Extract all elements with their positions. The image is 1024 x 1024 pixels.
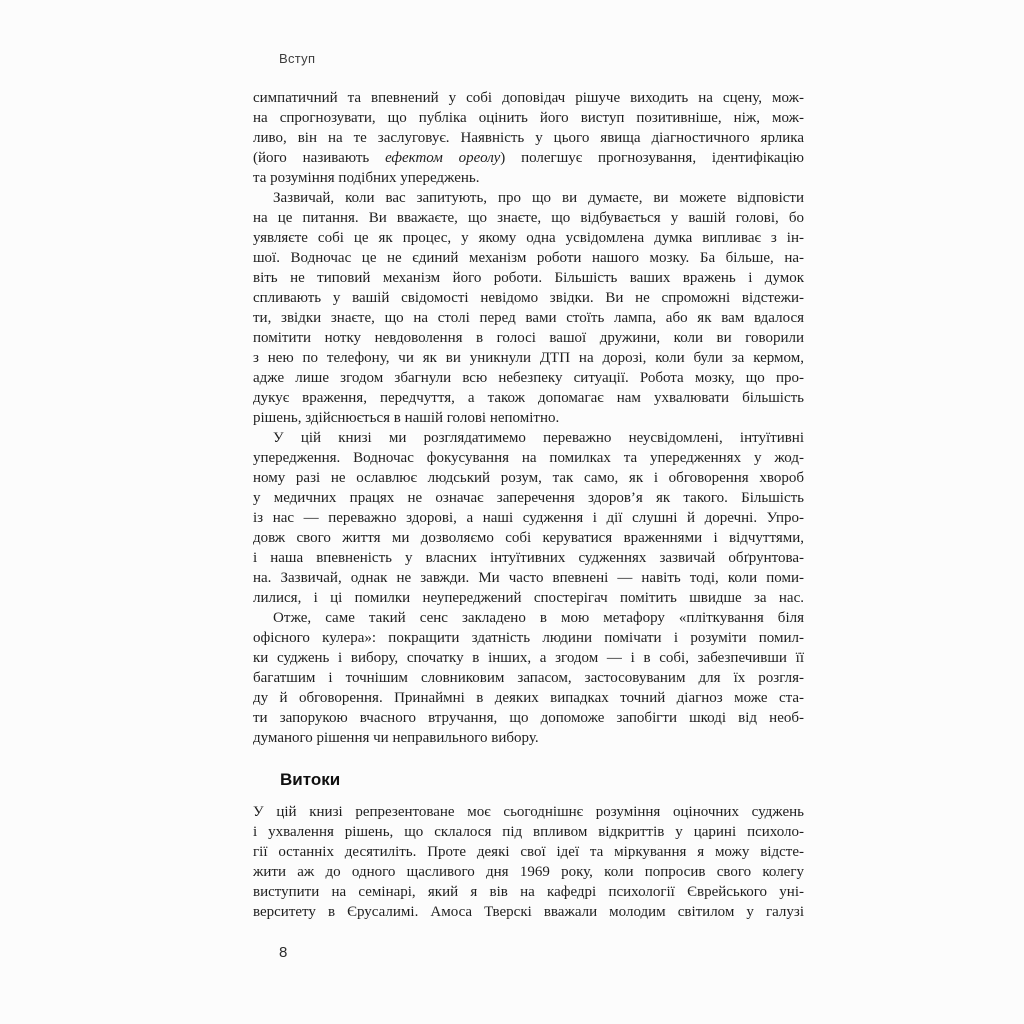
text-line <box>253 168 804 188</box>
text-line <box>253 708 804 728</box>
text-line <box>253 388 804 408</box>
paragraph <box>253 608 804 748</box>
text-line <box>253 528 804 548</box>
text-run: помітити нотку невдоволення в голосі вашої дружини, коли ви говорили <box>253 330 804 346</box>
text-line <box>253 628 804 648</box>
text-run: упередження. Водночас фокусування на помилках та упередженнях у жод- <box>253 450 804 466</box>
text-run: та розуміння подібних упереджень. <box>253 170 480 186</box>
text-line <box>253 428 804 448</box>
text-run: ефектом ореолу <box>385 150 501 166</box>
text-line <box>253 688 804 708</box>
text-line <box>253 668 804 688</box>
paragraph <box>253 88 804 188</box>
text-run: шої. Водночас це не єдиний механізм роботи нашого мозку. Ба більше, на- <box>253 250 804 266</box>
text-run: багатшим і точнішим словниковим запасом, застосовуваним для їх розгля- <box>253 670 804 686</box>
text-run: Зазвичай, коли вас запитують, про що ви думаєте, ви можете відповісти <box>273 190 804 206</box>
text-run: рішень, здійснюється в нашій голові непомітно. <box>253 410 560 426</box>
text-line <box>253 148 804 168</box>
text-run: жити аж до одного щасливого дня 1969 року, коли попросив свого колегу <box>253 864 804 880</box>
text-line <box>253 548 804 568</box>
text-run: гії останніх десятиліть. Проте деякі свої ідеї та міркування я можу відсте- <box>253 844 804 860</box>
text-run: ному разі не ославлює людський розум, так само, як і обговорення хвороб <box>253 470 804 486</box>
text-line <box>253 862 804 882</box>
text-line <box>253 902 804 922</box>
text-line <box>253 268 804 288</box>
text-line <box>253 822 804 842</box>
text-line <box>253 488 804 508</box>
text-line <box>253 802 804 822</box>
text-run: ти, звідки знаєте, що на столі перед вами стоїть лампа, або як вам вдалося <box>253 310 804 326</box>
text-line <box>253 88 804 108</box>
paragraph <box>253 188 804 428</box>
text-line <box>253 288 804 308</box>
text-line <box>253 188 804 208</box>
text-run: на це питання. Ви вважаєте, що знаєте, що відбувається у вашій голові, бо <box>253 210 804 226</box>
section-heading: Витоки <box>280 770 341 789</box>
text-run: думаного рішення чи неправильного вибору. <box>253 730 539 746</box>
text-run: офісного кулера»: покращити здатність людини помічати і розуміти помил- <box>253 630 804 646</box>
text-run: довж свого життя ми дозволяємо собі керуватися враженнями і відчуттями, <box>253 530 804 546</box>
text-run: симпатичний та впевнений у собі доповідач рішуче виходить на сцену, мож- <box>253 90 804 106</box>
text-line <box>253 588 804 608</box>
text-run: і наша впевненість у власних інтуїтивних судженнях зазвичай обґрунтова- <box>253 550 804 566</box>
text-line <box>253 308 804 328</box>
text-run: (його називають <box>253 150 386 166</box>
text-run: лилися, і ці помилки неупереджений спостерігач помітить швидше за нас. <box>253 590 804 606</box>
text-line <box>253 508 804 528</box>
text-run: віть не типовий механізм його роботи. Більшість ваших вражень і думок <box>253 270 804 286</box>
text-line <box>253 448 804 468</box>
text-run: і ухвалення рішень, що склалося під впливом відкриттів у царині психоло- <box>253 824 804 840</box>
text-line <box>253 568 804 588</box>
text-run: ки суджень і вибору, спочатку в інших, а згодом — і в собі, забезпечивши її <box>253 650 804 666</box>
text-line <box>253 468 804 488</box>
text-line <box>253 368 804 388</box>
running-head: Вступ <box>279 51 316 66</box>
text-run: ) полегшує прогнозування, ідентифікацію <box>500 150 804 166</box>
text-line <box>253 842 804 862</box>
text-run: із нас — переважно здорові, а наші судження і дії слушні й доречні. Упро- <box>253 510 804 526</box>
page-number: 8 <box>279 944 288 961</box>
text-line <box>253 408 804 428</box>
text-run: верситету в Єрусалимі. Амоса Тверскі вважали молодим світилом у галузі <box>253 904 804 920</box>
text-run: у медичних працях не означає заперечення здоров’я як такого. Більшість <box>253 490 804 506</box>
text-run: з нею по телефону, чи як ви уникнули ДТП на дорозі, коли були за кермом, <box>253 350 804 366</box>
text-line <box>253 648 804 668</box>
text-run: ливо, він на те заслуговує. Наявність у цього явища діагностичного ярлика <box>253 130 804 146</box>
text-line <box>253 208 804 228</box>
text-line <box>253 728 804 748</box>
text-line <box>253 128 804 148</box>
text-line <box>253 228 804 248</box>
text-run: спливають у вашій свідомості невідомо звідки. Ви не спроможні відстежи- <box>253 290 804 306</box>
text-run: виступити на семінарі, який я вів на кафедрі психології Єврейського уні- <box>253 884 804 900</box>
text-run: ду й обговорення. Принаймні в деяких випадках точний діагноз може ста- <box>253 690 804 706</box>
text-line <box>253 348 804 368</box>
text-run: адже лише згодом збагнули всю небезпеку ситуації. Робота мозку, що про- <box>253 370 804 386</box>
text-line <box>253 248 804 268</box>
text-run: Отже, саме такий сенс закладено в мою метафору «пліткування біля <box>273 610 804 626</box>
text-run: ти запорукою вчасного втручання, що допоможе запобігти шкоді від необ- <box>253 710 804 726</box>
text-run: У цій книзі репрезентоване моє сьогоднішнє розуміння оціночних суджень <box>253 804 804 820</box>
text-run: У цій книзі ми розглядатимемо переважно неусвідомлені, інтуїтивні <box>273 430 804 446</box>
text-run: уявляєте собі це як процес, у якому одна усвідомлена думка випливає з ін- <box>253 230 804 246</box>
text-run: на. Зазвичай, однак не завжди. Ми часто впевнені — навіть тоді, коли поми- <box>253 570 804 586</box>
paragraph <box>253 802 804 922</box>
paragraph <box>253 428 804 608</box>
text-run: на спрогнозувати, що публіка оцінить його виступ позитивніше, ніж, мож- <box>253 110 804 126</box>
text-run: дукує враження, передчуття, а також допомагає нам ухвалювати більшість <box>253 390 804 406</box>
text-line <box>253 882 804 902</box>
text-line <box>253 328 804 348</box>
text-line <box>253 608 804 628</box>
text-line <box>253 108 804 128</box>
body-text <box>253 88 804 922</box>
